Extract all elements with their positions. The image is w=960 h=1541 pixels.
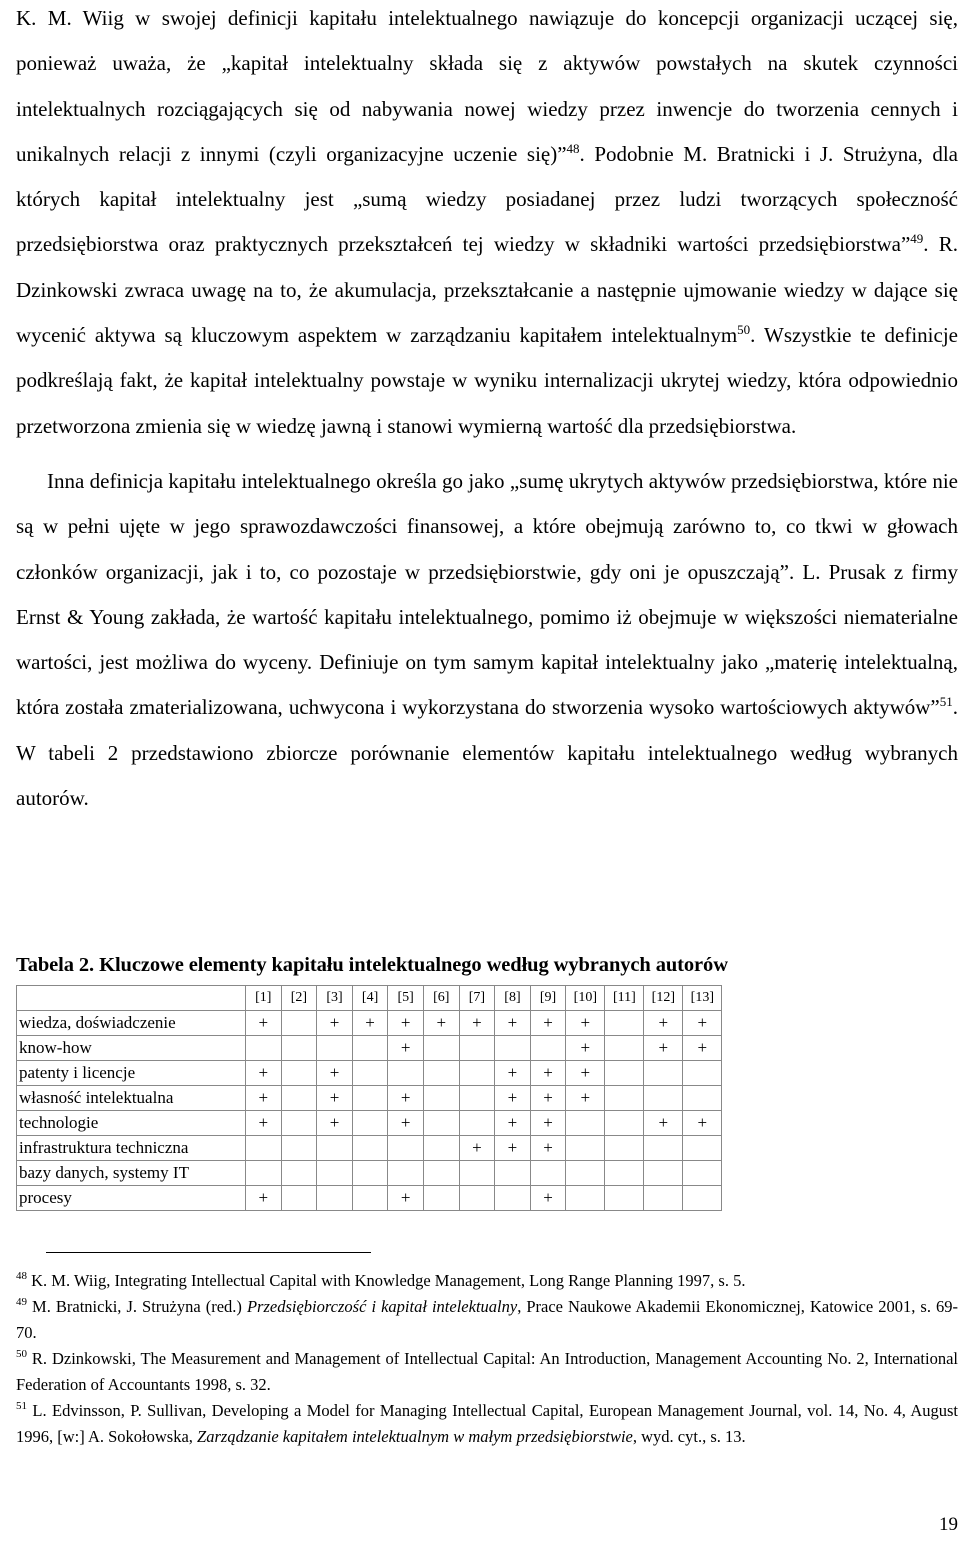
paragraph-1 <box>16 0 958 449</box>
footnote-text: K. M. Wiig, Integrating Intellectual Capital with Knowledge Management, Long Range Planning 1997, s. 5. <box>31 1271 746 1290</box>
paragraph-text: . Wszystkie te definicje podkreślają fakt, że kapitał intelektualny powstaje w wyniku internalizacji ukrytej wiedzy, która odpowiednio przetworzona zmienia się w wiedzę jawną i stanowi wymierną wartość dla przedsiębiorstwa. <box>16 323 958 438</box>
table-cell <box>352 1061 388 1086</box>
table-header-cell: [7] <box>459 986 495 1011</box>
table-cell: + <box>495 1061 531 1086</box>
footnote-text: Przedsiębiorczość i kapitał intelektualny <box>246 1297 518 1316</box>
table-header-cell: [13] <box>683 986 722 1011</box>
row-label: infrastruktura techniczna <box>17 1136 246 1161</box>
table-header-cell: [3] <box>317 986 353 1011</box>
table-cell: + <box>495 1111 531 1136</box>
table-cell: + <box>388 1011 424 1036</box>
table-cell <box>246 1036 282 1061</box>
table-cell <box>352 1161 388 1186</box>
table-cell: + <box>317 1011 353 1036</box>
table-cell <box>605 1136 644 1161</box>
table-title: Tabela 2. Kluczowe elementy kapitału intelektualnego według wybranych autorów <box>16 954 728 976</box>
table-cell <box>459 1186 495 1211</box>
table-cell: + <box>530 1061 566 1086</box>
table-cell <box>281 1161 317 1186</box>
table-cell <box>281 1111 317 1136</box>
table-cell <box>281 1086 317 1111</box>
footnote-text: Zarządzanie kapitałem intelektualnym w małym przedsiębiorstwie <box>197 1427 633 1446</box>
table-cell: + <box>566 1011 605 1036</box>
table-cell <box>459 1036 495 1061</box>
table-header-row <box>17 986 722 1011</box>
table-row <box>17 1136 722 1161</box>
table-cell <box>605 1086 644 1111</box>
footnote-number: 49 <box>16 1296 27 1308</box>
table-row <box>17 1011 722 1036</box>
table-cell <box>683 1186 722 1211</box>
table-cell <box>605 1111 644 1136</box>
table-cell <box>423 1186 459 1211</box>
footnote-number: 50 <box>16 1348 27 1360</box>
table-cell: + <box>317 1086 353 1111</box>
table-cell: + <box>644 1011 683 1036</box>
table-cell <box>566 1186 605 1211</box>
table-cell: + <box>683 1036 722 1061</box>
table-cell: + <box>495 1011 531 1036</box>
page-number: 19 <box>939 1514 958 1535</box>
table-cell: + <box>683 1111 722 1136</box>
table-cell <box>566 1136 605 1161</box>
footnote-text: , wyd. cyt., s. 13. <box>632 1427 746 1446</box>
table-cell <box>644 1061 683 1086</box>
table-cell <box>388 1061 424 1086</box>
table-header-cell: [6] <box>423 986 459 1011</box>
table-cell <box>423 1136 459 1161</box>
table-cell <box>423 1086 459 1111</box>
footnote <box>16 1346 958 1398</box>
footnote-ref[interactable]: 51 <box>939 694 953 710</box>
table-cell: + <box>530 1136 566 1161</box>
comparison-table <box>16 985 722 1211</box>
table-cell <box>459 1061 495 1086</box>
table-cell <box>352 1111 388 1136</box>
table-row <box>17 1186 722 1211</box>
table-cell <box>317 1136 353 1161</box>
footnote <box>16 1398 958 1450</box>
table-cell: + <box>459 1011 495 1036</box>
table-cell: + <box>388 1086 424 1111</box>
table-cell <box>459 1086 495 1111</box>
table-cell: + <box>530 1086 566 1111</box>
paragraph-text: . R. Dzinkowski zwraca uwagę na to, że akumulacja, przekształcanie a następnie ujmowanie wiedzy w dające się wycenić aktywa są kluczowym aspektem w zarządzaniu kapitałem intelektualnym <box>16 232 959 348</box>
row-label: wiedza, doświadczenie <box>17 1011 246 1036</box>
table-cell <box>317 1186 353 1211</box>
table-cell: + <box>459 1136 495 1161</box>
table-header-cell: [2] <box>281 986 317 1011</box>
footnote <box>16 1294 958 1346</box>
table-cell <box>605 1186 644 1211</box>
table-cell <box>352 1036 388 1061</box>
paragraph-text: Inna definicja kapitału intelektualnego określa go jako „sumę ukrytych aktywów przedsiębiorstwa, które nie są w pełni ujęte w jego sprawozdawczości finansowej, a które obejmują zarówno to, co tkwi w głowach członków organizacji, jak i to, co pozostaje w przedsiębiorstwie, gdy oni je opuszczają”. L. Prusak z firmy Ernst & Young zakłada, że wartość kapitału intelektualnego, pomimo iż obejmuje w większości niematerialne wartości, jest możliwa do wyceny. Definiuje on tym samym kapitał intelektualny jako „materię intelektualną, która została zmaterializowana, uchwycona i wykorzystana do stworzenia wysoko wartościowych aktywów” <box>16 468 958 720</box>
table-cell <box>352 1186 388 1211</box>
footnote-text: L. Edvinsson, P. Sullivan, Developing a Model for Managing Intellectual Capital, European Management Journal, vol. 14, No. 4, August 1996, [w:] A. Sokołowska, <box>16 1401 959 1446</box>
table-row <box>17 1061 722 1086</box>
table-cell <box>683 1136 722 1161</box>
table-row <box>17 1161 722 1186</box>
table-header-cell: [9] <box>530 986 566 1011</box>
table-cell <box>459 1111 495 1136</box>
table-header-cell: [11] <box>605 986 644 1011</box>
paragraph-text: K. M. Wiig w swojej definicji kapitału intelektualnego nawiązuje do koncepcji organizacji uczącej się, ponieważ uważa, że „kapitał intelektualny składa się z aktywów powstałych na skutek czynności intelektualnych rozciągających się od nabywania nowej wiedzy przez inwencje do tworzenia cennych i unikalnych relacji z innymi (czyli organizacyjne uczenie się)” <box>16 6 958 166</box>
table-cell <box>317 1161 353 1186</box>
table-header-cell: [1] <box>246 986 282 1011</box>
footnote-text: , Prace Naukowe Akademii Ekonomicznej, Katowice 2001, s. 69-70. <box>16 1297 958 1342</box>
table-cell: + <box>246 1186 282 1211</box>
table-cell: + <box>246 1011 282 1036</box>
footnotes <box>16 1268 958 1450</box>
table-cell: + <box>388 1186 424 1211</box>
table-cell <box>352 1086 388 1111</box>
table-cell <box>683 1086 722 1111</box>
table-cell <box>388 1161 424 1186</box>
table-cell <box>281 1136 317 1161</box>
table-cell <box>683 1161 722 1186</box>
paragraph-text: . W tabeli 2 przedstawiono zbiorcze porównanie elementów kapitału intelektualnego według wybranych autorów. <box>16 695 958 811</box>
table-cell <box>388 1136 424 1161</box>
table-cell: + <box>388 1111 424 1136</box>
table-cell <box>495 1161 531 1186</box>
table-row <box>17 1111 722 1136</box>
table-cell: + <box>530 1011 566 1036</box>
table-cell: + <box>317 1061 353 1086</box>
table-cell: + <box>317 1111 353 1136</box>
footnote <box>16 1268 958 1294</box>
table-cell <box>605 1011 644 1036</box>
table-cell: + <box>644 1111 683 1136</box>
table-cell <box>644 1161 683 1186</box>
table-cell <box>495 1036 531 1061</box>
footnote-number: 51 <box>16 1400 27 1412</box>
table-cell <box>246 1161 282 1186</box>
table-cell: + <box>566 1036 605 1061</box>
table-cell <box>281 1186 317 1211</box>
table-cell: + <box>423 1011 459 1036</box>
table-cell <box>281 1011 317 1036</box>
footnote-ref[interactable]: 49 <box>910 231 924 247</box>
table-header-cell: [12] <box>644 986 683 1011</box>
table-cell: + <box>530 1111 566 1136</box>
table-cell <box>459 1161 495 1186</box>
table-corner-cell <box>17 986 246 1011</box>
table-cell: + <box>566 1061 605 1086</box>
table-cell <box>281 1036 317 1061</box>
table-cell <box>605 1161 644 1186</box>
table-header-cell: [8] <box>495 986 531 1011</box>
footnote-text: M. Bratnicki, J. Strużyna (red.) <box>32 1297 247 1316</box>
table-cell <box>281 1061 317 1086</box>
table-cell <box>566 1161 605 1186</box>
table-cell: + <box>566 1086 605 1111</box>
table-cell <box>530 1161 566 1186</box>
row-label: bazy danych, systemy IT <box>17 1161 246 1186</box>
table-cell: + <box>246 1111 282 1136</box>
table-cell <box>352 1136 388 1161</box>
table-cell: + <box>246 1086 282 1111</box>
table-cell <box>683 1061 722 1086</box>
footnote-number: 48 <box>16 1270 27 1282</box>
table-cell: + <box>388 1036 424 1061</box>
table-cell: + <box>530 1186 566 1211</box>
table-cell <box>644 1086 683 1111</box>
table-row <box>17 1086 722 1111</box>
table-cell <box>566 1111 605 1136</box>
table-cell: + <box>644 1036 683 1061</box>
table-cell <box>644 1186 683 1211</box>
table-cell <box>605 1061 644 1086</box>
table-cell <box>423 1061 459 1086</box>
table-cell <box>605 1036 644 1061</box>
row-label: własność intelektualna <box>17 1086 246 1111</box>
table-cell <box>530 1036 566 1061</box>
paragraph-2 <box>16 459 958 821</box>
table-cell: + <box>495 1136 531 1161</box>
table-row <box>17 1036 722 1061</box>
table-header-cell: [5] <box>388 986 424 1011</box>
table-cell: + <box>495 1086 531 1111</box>
table-cell: + <box>246 1061 282 1086</box>
table-header-cell: [10] <box>566 986 605 1011</box>
table-cell: + <box>683 1011 722 1036</box>
footnote-ref[interactable]: 48 <box>566 140 580 156</box>
table-cell <box>644 1136 683 1161</box>
paragraph-text: . Podobnie M. Bratnicki i J. Strużyna, dla których kapitał intelektualny jest „sumą wiedzy posiadanej przez ludzi tworzących społeczność przedsiębiorstwa oraz praktycznych przekształceń tej wiedzy w składniki wartości przedsiębiorstwa” <box>16 141 959 257</box>
table-cell <box>423 1036 459 1061</box>
row-label: patenty i licencje <box>17 1061 246 1086</box>
footnote-divider <box>46 1252 371 1253</box>
footnote-ref[interactable]: 50 <box>737 322 751 338</box>
table-cell: + <box>352 1011 388 1036</box>
row-label: technologie <box>17 1111 246 1136</box>
table-cell <box>495 1186 531 1211</box>
table-header-cell: [4] <box>352 986 388 1011</box>
footnote-text: R. Dzinkowski, The Measurement and Management of Intellectual Capital: An Introduction, Management Accounting No. 2, International Federation of Accountants 1998, s. 32. <box>16 1349 959 1394</box>
document-page <box>16 0 959 1446</box>
row-label: procesy <box>17 1186 246 1211</box>
table-cell <box>423 1111 459 1136</box>
table-cell <box>423 1161 459 1186</box>
table-cell <box>317 1036 353 1061</box>
row-label: know-how <box>17 1036 246 1061</box>
table-cell <box>246 1136 282 1161</box>
